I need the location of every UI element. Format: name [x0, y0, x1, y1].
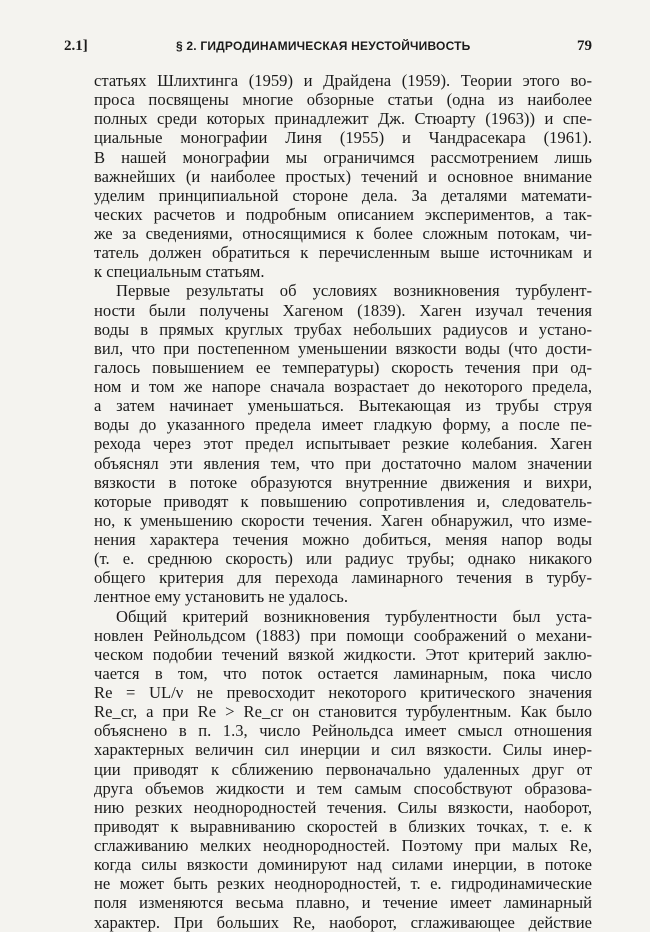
text-line: Первые результаты об условиях возникновения турбулент- — [116, 281, 592, 301]
text-line: воды в прямых круглых трубах небольших радиусов и устано- — [94, 319, 592, 339]
text-line: приводят к выравниванию скоростей в близких точках, т. е. к — [94, 816, 592, 836]
text-line: В нашей монографии мы ограничимся рассмотрением лишь — [94, 147, 592, 167]
text-line: статьях Шлихтинга (1959) и Драйдена (1959). Теории этого во- — [94, 71, 592, 90]
text-line: когда силы вязкости доминируют над силами инерции, в потоке — [94, 855, 592, 875]
page-body — [72, 71, 592, 932]
text-line: ности были получены Хагеном (1839). Хаген изучал течения — [94, 300, 592, 320]
text-line: полных среди которых принадлежит Дж. Стюарту (1963)) и спе- — [94, 109, 592, 129]
text-line: ческих расчетов и подробным описанием экспериментов, а так- — [94, 204, 592, 224]
text-line: общего критерия для перехода ламинарного течения в турбу- — [94, 568, 592, 588]
text-line: галось повышением ее температуры) скорость течения при од- — [94, 357, 592, 377]
text-line: характерных величин сил инерции и сил вязкости. Силы инер- — [94, 740, 592, 760]
text-line: объяснено в п. 1.3, число Рейнольдса имеет смысл отношения — [94, 721, 592, 741]
text-line: воды до указанного предела имеет гладкую форму, а после пе- — [94, 415, 592, 435]
running-title: § 2. ГИДРОДИНАМИЧЕСКАЯ НЕУСТОЙЧИВОСТЬ — [176, 39, 471, 53]
text-line: ном и том же напоре сначала возрастает до некоторого предела, — [94, 377, 592, 396]
text-line: к специальным статьям. — [94, 262, 265, 282]
paragraph-3 — [72, 607, 592, 932]
text-line: объяснял эти явления тем, что при достаточно малом значении — [94, 453, 592, 473]
text-line: Общий критерий возникновения турбулентности был уста- — [116, 606, 592, 626]
text-line: ческом подобии течений вязкой жидкости. Этот критерий заклю- — [94, 644, 592, 664]
text-line: нию резких неоднородностей течения. Силы вязкости, наоборот, — [94, 797, 592, 817]
text-line: поля изменяются весьма плавно, и течение имеет ламинарный — [94, 893, 592, 913]
text-line: вил, что при постепенном уменьшении вязкости воды (что дости- — [94, 338, 592, 358]
text-line: ции приводят к сближению первоначально удаленных друг от — [94, 759, 592, 779]
text-line: Re_cr, а при Re > Re_cr он становится турбулентным. Как было — [94, 702, 592, 722]
text-line: вязкости в потоке образуются внутренние движения и вихри, — [94, 472, 592, 492]
text-line: не может быть резких неоднородностей, т. е. гидродинамические — [94, 874, 592, 894]
text-line: друга объемов жидкости и тем самым способствуют образова- — [94, 778, 592, 798]
paragraph-2 — [72, 281, 592, 606]
page-number: 79 — [577, 38, 592, 54]
text-line: которые приводят к повышению сопротивления и, следователь- — [94, 491, 592, 511]
section-number: 2.1] — [64, 38, 88, 54]
text-line: а затем начинает уменьшаться. Вытекающая из трубы струя — [94, 396, 592, 416]
text-line: рехода через этот предел испытывает резкие колебания. Хаген — [94, 434, 592, 454]
text-line: новлен Рейнольдсом (1883) при помощи соображений о механи- — [94, 625, 592, 645]
text-line: татель должен обратиться к перечисленным выше источникам и — [94, 243, 592, 263]
text-line: важнейших (и наиболее простых) течений и основное внимание — [94, 166, 592, 186]
text-line: циальные монографии Линя (1955) и Чандрасекара (1961). — [94, 128, 592, 148]
paragraph-1 — [72, 71, 592, 281]
text-line: Re = UL/ν не превосходит некоторого критического значения — [94, 683, 592, 702]
text-line: нения характера течения можно добиться, меняя напор воды — [94, 530, 592, 549]
running-header — [64, 38, 592, 60]
text-line: проса посвящены многие обзорные статьи (одна из наиболее — [94, 90, 592, 110]
text-line: лентное ему установить не удалось. — [94, 587, 348, 607]
text-line: чается в том, что поток остается ламинарным, пока число — [94, 663, 592, 683]
text-line: сглаживанию мелких неоднородностей. Поэтому при малых Re, — [94, 836, 592, 855]
text-line: но, к уменьшению скорости течения. Хаген обнаружил, что изме- — [94, 510, 592, 530]
text-line: уделим принципиальной стороне дела. За деталями математи- — [94, 185, 592, 205]
text-line: же за сведениями, относящимися к более сложным потокам, чи- — [94, 224, 592, 243]
text-line: характер. При больших Re, наоборот, сглаживающее действие — [94, 912, 592, 932]
text-line: (т. е. среднюю скорость) или радиус трубы; однако никакого — [94, 549, 592, 569]
